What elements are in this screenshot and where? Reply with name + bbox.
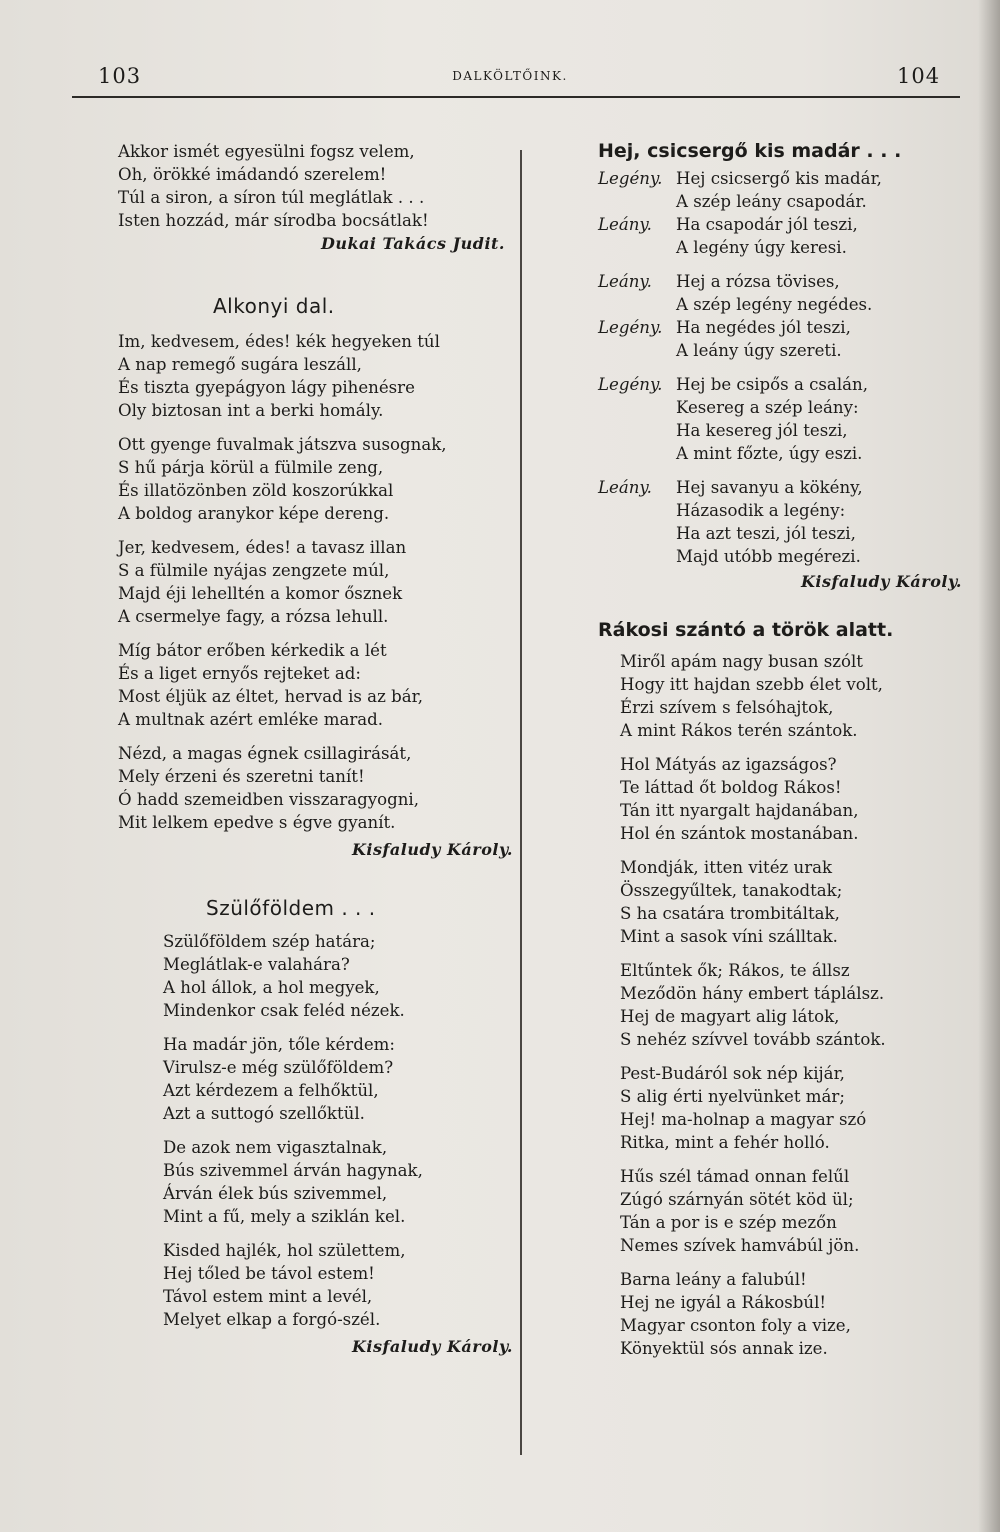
verse-line: És illatözönben zöld koszorúkkal xyxy=(118,481,394,500)
verse-line: Hej savanyu a kökény, xyxy=(676,478,863,497)
stanza xyxy=(118,639,513,731)
verse-line: Árván élek bús szivemmel, xyxy=(163,1184,388,1203)
verse-line: Mint a sasok víni szálltak. xyxy=(620,927,838,946)
verse-line: Virulsz-e még szülőföldem? xyxy=(163,1058,394,1077)
verse-line: A szép leány csapodár. xyxy=(676,192,867,211)
speaker-label: Legény. xyxy=(598,318,663,337)
verse-line: Azt kérdezem a felhőktül, xyxy=(163,1081,379,1100)
column-divider xyxy=(520,150,522,1455)
verse-line: Nézd, a magas égnek csillagirását, xyxy=(118,744,412,763)
verse-line: És a liget ernyős rejteket ad: xyxy=(118,664,361,683)
verse-line: S hű párja körül a fülmile zeng, xyxy=(118,458,384,477)
verse-line: Ha negédes jól teszi, xyxy=(676,318,851,337)
verse-line: Mint a fű, mely a sziklán kel. xyxy=(163,1207,406,1226)
author-signature: Dukai Takács Judit. xyxy=(320,234,505,253)
verse-line: Összegyűltek, tanakodtak; xyxy=(620,881,843,900)
header-rule xyxy=(72,96,960,98)
stanza xyxy=(118,930,513,1022)
verse-line: Ó hadd szemeidben visszaragyogni, xyxy=(118,790,419,809)
intro-stanza xyxy=(118,140,513,232)
verse-line: Oly biztosan int a berki homály. xyxy=(118,401,384,420)
verse-line: A csermelye fagy, a rózsa lehull. xyxy=(118,607,389,626)
stanza xyxy=(598,650,978,742)
dialogue-turn xyxy=(598,167,978,213)
running-title: DALKÖLTŐINK. xyxy=(452,69,568,83)
right-column xyxy=(598,140,978,1360)
verse-line: S nehéz szívvel tovább szántok. xyxy=(620,1030,886,1049)
verse-line: S a fülmile nyájas zengzete múl, xyxy=(118,561,390,580)
dialogue-stanza xyxy=(598,476,978,568)
verse-line: A mint főzte, úgy eszi. xyxy=(676,444,863,463)
verse-line: Hogy itt hajdan szebb élet volt, xyxy=(620,675,883,694)
author-signature: Kisfaludy Károly. xyxy=(352,1337,513,1356)
dialogue-turn xyxy=(598,476,978,568)
right-page-number: 104 xyxy=(897,64,941,88)
speaker-label: Legény. xyxy=(598,375,663,394)
verse-line: És tiszta gyepágyon lágy pihenésre xyxy=(118,378,415,397)
stanza xyxy=(118,742,513,834)
verse-line: Ha kesereg jól teszi, xyxy=(676,421,848,440)
dialogue-turn xyxy=(598,373,978,465)
verse-line: Majd utóbb megérezi. xyxy=(676,547,861,566)
stanza xyxy=(598,959,978,1051)
verse-line: Hej tőled be távol estem! xyxy=(163,1264,375,1283)
left-column xyxy=(118,140,513,1358)
verse-line: Mondják, itten vitéz urak xyxy=(620,858,833,877)
verse-line: Házasodik a legény: xyxy=(676,501,846,520)
verse-line: A nap remegő sugára leszáll, xyxy=(118,355,362,374)
verse-line: Hol én szántok mostanában. xyxy=(620,824,859,843)
verse-line: Meződön hány embert táplálsz. xyxy=(620,984,885,1003)
verse-line: Hűs szél támad onnan felűl xyxy=(620,1167,850,1186)
verse-line: Pest-Budáról sok nép kijár, xyxy=(620,1064,845,1083)
stanza xyxy=(598,1062,978,1154)
stanza xyxy=(118,536,513,628)
stanza xyxy=(118,1033,513,1125)
verse-line: Te láttad őt boldog Rákos! xyxy=(620,778,842,797)
verse-line: Azt a suttogó szellőktül. xyxy=(163,1104,365,1123)
verse-line: Mely érzeni és szeretni tanít! xyxy=(118,767,365,786)
verse-line: Mit lelkem epedve s égve gyanít. xyxy=(118,813,396,832)
dialogue-turn xyxy=(598,270,978,316)
verse-line: Miről apám nagy busan szólt xyxy=(620,652,863,671)
verse-line: Barna leány a falubúl! xyxy=(620,1270,807,1289)
dialogue-stanza xyxy=(598,270,978,362)
verse-line: Könyektül sós annak ize. xyxy=(620,1339,828,1358)
speaker-label: Leány. xyxy=(598,272,652,291)
verse-line: A szép legény negédes. xyxy=(676,295,873,314)
verse-line: Tán itt nyargalt hajdanában, xyxy=(620,801,859,820)
verse-line: Nemes szívek hamvábúl jön. xyxy=(620,1236,860,1255)
verse-line: Eltűntek ők; Rákos, te állsz xyxy=(620,961,850,980)
verse-line: A legény úgy keresi. xyxy=(676,238,847,257)
poem-title: Alkonyi dal. xyxy=(213,294,335,318)
speaker-label: Legény. xyxy=(598,169,663,188)
stanza xyxy=(598,753,978,845)
poem-title: Szülőföldem . . . xyxy=(206,896,376,920)
verse-line: Most éljük az éltet, hervad is az bár, xyxy=(118,687,423,706)
verse-line: Zúgó szárnyán sötét köd ül; xyxy=(620,1190,854,1209)
verse-line: A mint Rákos terén szántok. xyxy=(620,721,858,740)
verse-line: Hej a rózsa tövises, xyxy=(676,272,840,291)
verse-line: Hej csicsergő kis madár, xyxy=(676,169,882,188)
stanza xyxy=(598,1268,978,1360)
verse-line: Tán a por is e szép mezőn xyxy=(620,1213,837,1232)
poem-title: Rákosi szántó a török alatt. xyxy=(598,619,894,641)
verse-line: Im, kedvesem, édes! kék hegyeken túl xyxy=(118,332,440,351)
verse-line: Akkor ismét egyesülni fogsz velem, xyxy=(118,142,415,161)
verse-line: Hol Mátyás az igazságos? xyxy=(620,755,837,774)
verse-line: Oh, örökké imádandó szerelem! xyxy=(118,165,387,184)
stanza xyxy=(118,1136,513,1228)
verse-line: Érzi szívem s felsóhajtok, xyxy=(620,698,834,717)
verse-line: Ritka, mint a fehér holló. xyxy=(620,1133,830,1152)
verse-line: S alig érti nyelvünket már; xyxy=(620,1087,845,1106)
dialogue-turn xyxy=(598,213,978,259)
verse-line: Ha azt teszi, jól teszi, xyxy=(676,524,856,543)
verse-line: Ott gyenge fuvalmak játszva susognak, xyxy=(118,435,447,454)
dialogue-turn xyxy=(598,316,978,362)
verse-line: A multnak azért emléke marad. xyxy=(118,710,384,729)
stanza xyxy=(118,330,513,422)
left-page-number: 103 xyxy=(98,64,142,88)
verse-line: A leány úgy szereti. xyxy=(676,341,842,360)
verse-line: Kesereg a szép leány: xyxy=(676,398,859,417)
verse-line: Ha csapodár jól teszi, xyxy=(676,215,858,234)
verse-line: Míg bátor erőben kérkedik a lét xyxy=(118,641,387,660)
verse-line: Jer, kedvesem, édes! a tavasz illan xyxy=(118,538,407,557)
verse-line: Isten hozzád, már sírodba bocsátlak! xyxy=(118,211,429,230)
verse-line: Szülőföldem szép határa; xyxy=(163,932,376,951)
dialogue-stanza xyxy=(598,167,978,259)
verse-line: Hej! ma-holnap a magyar szó xyxy=(620,1110,867,1129)
verse-line: Kisded hajlék, hol születtem, xyxy=(163,1241,406,1260)
verse-line: Majd éji lehelltén a komor ősznek xyxy=(118,584,403,603)
verse-line: Bús szivemmel árván hagynak, xyxy=(163,1161,423,1180)
verse-line: Magyar csonton foly a vize, xyxy=(620,1316,851,1335)
stanza xyxy=(598,856,978,948)
verse-line: Mindenkor csak feléd nézek. xyxy=(163,1001,405,1020)
verse-line: Ha madár jön, tőle kérdem: xyxy=(163,1035,395,1054)
verse-line: Hej ne igyál a Rákosbúl! xyxy=(620,1293,827,1312)
verse-line: A hol állok, a hol megyek, xyxy=(163,978,380,997)
poem-title: Hej, csicsergő kis madár . . . xyxy=(598,140,902,162)
verse-line: A boldog aranykor képe dereng. xyxy=(118,504,390,523)
stanza xyxy=(118,433,513,525)
verse-line: Hej be csipős a csalán, xyxy=(676,375,868,394)
stanza xyxy=(118,1239,513,1331)
page-edge-shadow xyxy=(978,0,1000,1532)
verse-line: Távol estem mint a levél, xyxy=(163,1287,373,1306)
dialogue-stanza xyxy=(598,373,978,465)
verse-line: Hej de magyart alig látok, xyxy=(620,1007,840,1026)
verse-line: Túl a siron, a síron túl meglátlak . . . xyxy=(118,188,425,207)
verse-line: Melyet elkap a forgó-szél. xyxy=(163,1310,381,1329)
speaker-label: Leány. xyxy=(598,215,652,234)
verse-line: S ha csatára trombitáltak, xyxy=(620,904,840,923)
speaker-label: Leány. xyxy=(598,478,652,497)
verse-line: De azok nem vigasztalnak, xyxy=(163,1138,388,1157)
verse-line: Meglátlak-e valahára? xyxy=(163,955,350,974)
author-signature: Kisfaludy Károly. xyxy=(801,572,962,591)
stanza xyxy=(598,1165,978,1257)
author-signature: Kisfaludy Károly. xyxy=(352,840,513,859)
